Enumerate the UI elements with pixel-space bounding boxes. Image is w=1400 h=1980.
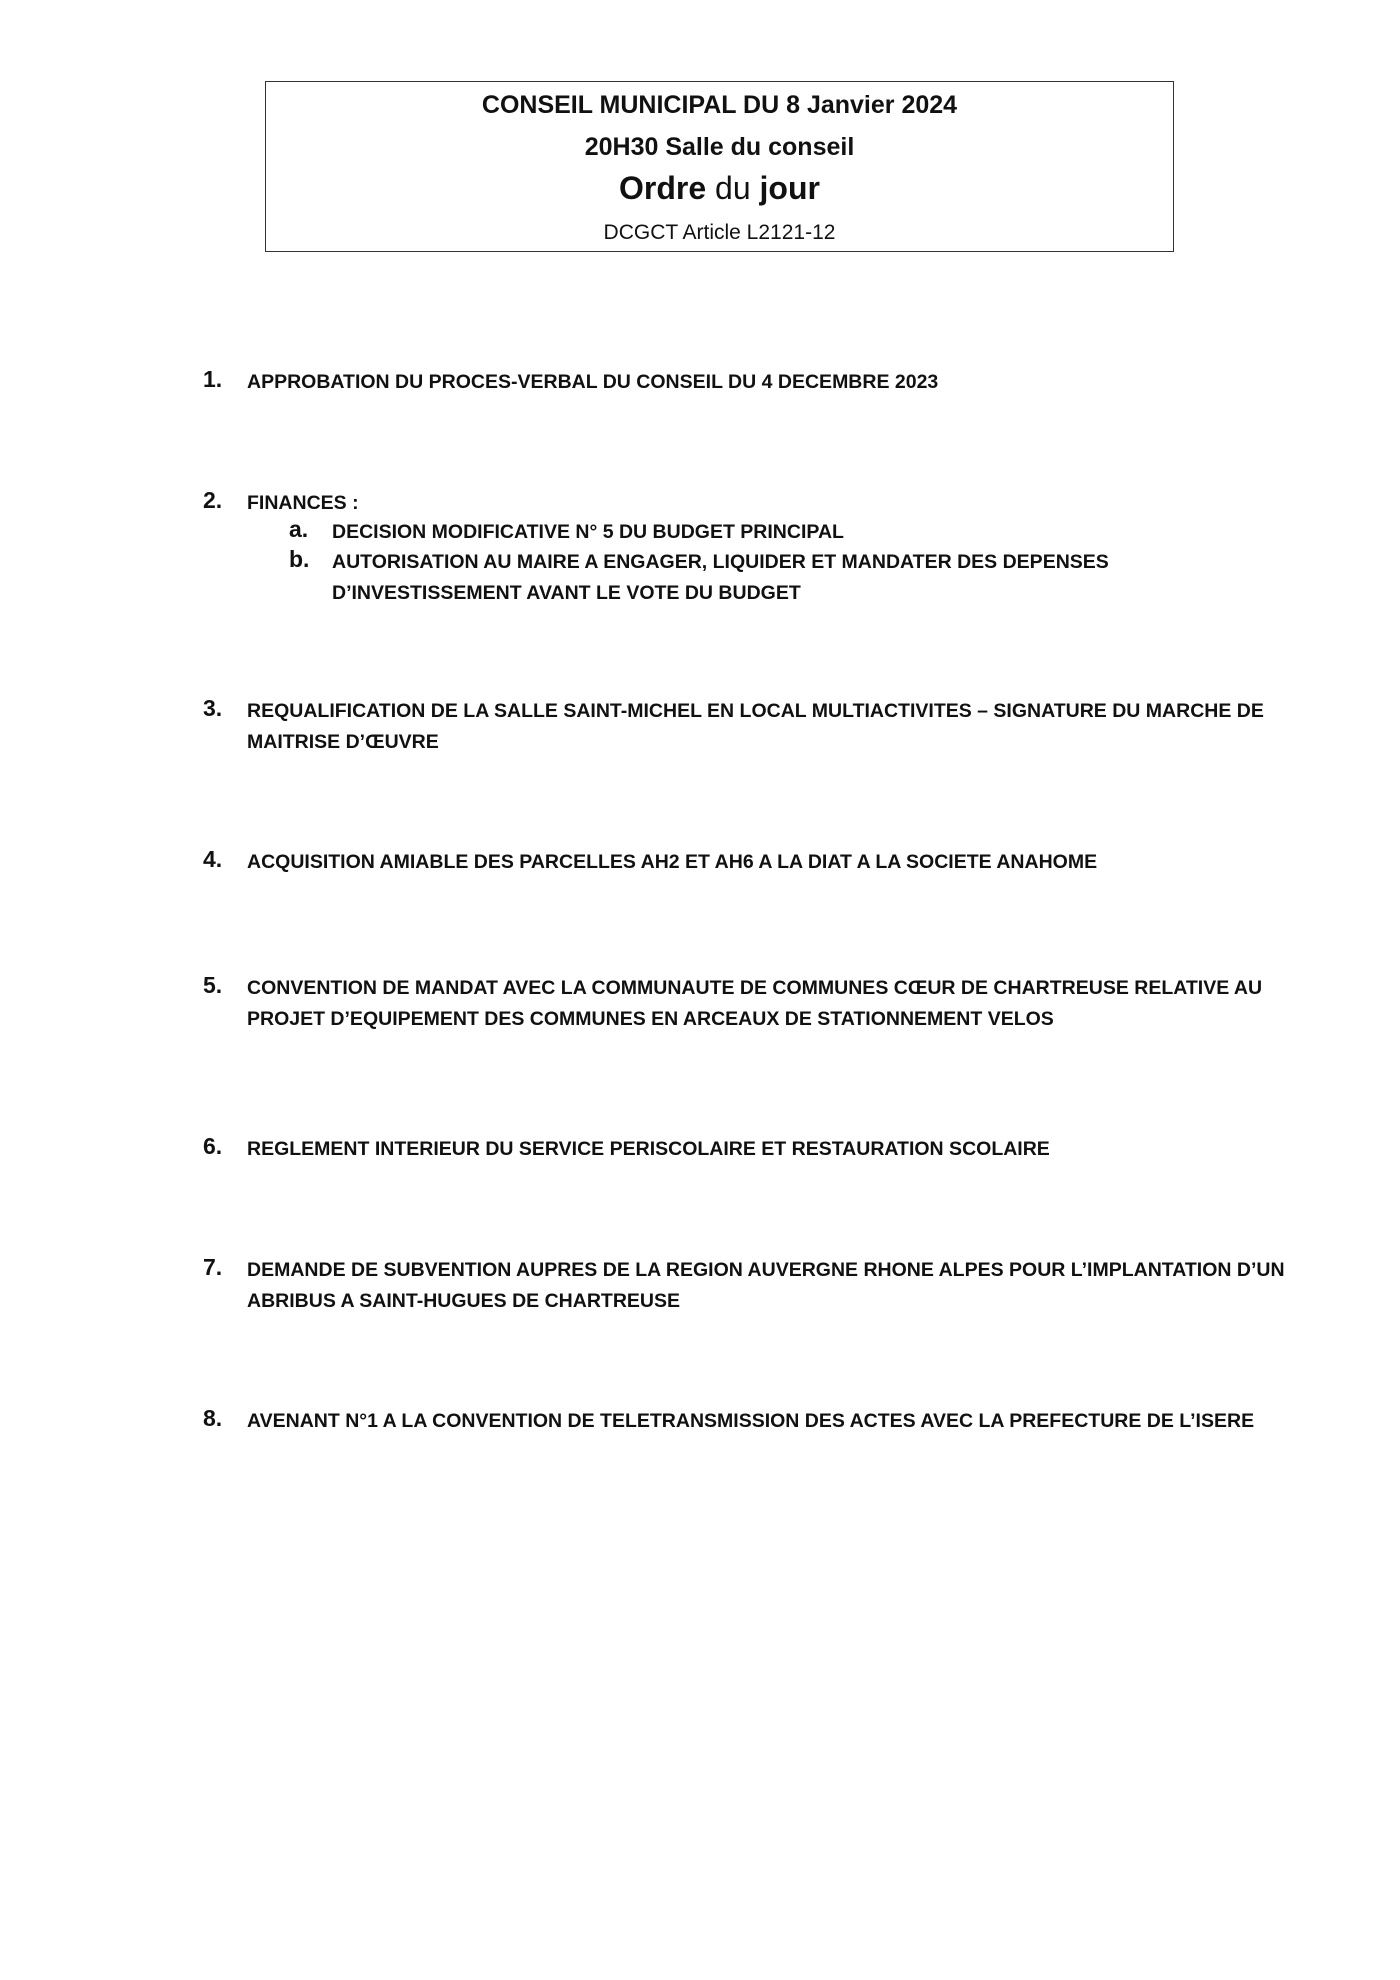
item-number: 3. [203, 695, 223, 721]
item-text: REGLEMENT INTERIEUR DU SERVICE PERISCOLAIRE ET RESTAURATION SCOLAIRE [247, 1138, 1050, 1160]
agenda-heading-word2: du [715, 170, 751, 206]
agenda-heading-word3: jour [759, 170, 820, 206]
item-number: 2. [203, 487, 223, 513]
item-number: 4. [203, 846, 223, 872]
subitem-text: DECISION MODIFICATIVE N° 5 DU BUDGET PRINCIPAL [332, 521, 844, 543]
legal-reference: DCGCT Article L2121-12 [603, 221, 836, 244]
item-text: APPROBATION DU PROCES-VERBAL DU CONSEIL DU 4 DECEMBRE 2023 [247, 371, 939, 393]
item-text: AVENANT N°1 A LA CONVENTION DE TELETRANSMISSION DES ACTES AVEC LA PREFECTURE DE L’ISERE [247, 1410, 1255, 1432]
item-number: 6. [203, 1133, 223, 1159]
item-number: 5. [203, 972, 223, 998]
item-text: REQUALIFICATION DE LA SALLE SAINT-MICHEL EN LOCAL MULTIACTIVITES – SIGNATURE DU MARCHE DE MAITRISE D’ŒUVRE [247, 700, 1264, 753]
item-number: 7. [203, 1254, 223, 1280]
subitem-letter: a. [289, 516, 309, 542]
item-number: 8. [203, 1405, 223, 1431]
agenda-heading-word1: Ordre [619, 170, 707, 206]
item-number: 1. [203, 366, 223, 392]
agenda-heading [266, 170, 1173, 207]
meeting-title: CONSEIL MUNICIPAL DU 8 Janvier 2024 [481, 91, 958, 119]
header-box [265, 81, 1174, 252]
subitem-letter: b. [289, 546, 310, 572]
item-text: CONVENTION DE MANDAT AVEC LA COMMUNAUTE DE COMMUNES CŒUR DE CHARTREUSE RELATIVE AU PROJET D’EQUIPEMENT DES COMMUNES EN ARCEAUX DE STATIONNEMENT VELOS [247, 977, 1263, 1030]
subitem-text: AUTORISATION AU MAIRE A ENGAGER, LIQUIDER ET MANDATER DES DEPENSES D’INVESTISSEMENT AVANT LE VOTE DU BUDGET [332, 551, 1109, 604]
item-text: FINANCES : [247, 492, 359, 514]
item-text: ACQUISITION AMIABLE DES PARCELLES AH2 ET AH6 A LA DIAT A LA SOCIETE ANAHOME [247, 851, 1098, 873]
item-text: DEMANDE DE SUBVENTION AUPRES DE LA REGION AUVERGNE RHONE ALPES POUR L’IMPLANTATION D’UN ABRIBUS A SAINT-HUGUES DE CHARTREUSE [247, 1259, 1285, 1312]
meeting-time-place: 20H30 Salle du conseil [584, 133, 855, 161]
